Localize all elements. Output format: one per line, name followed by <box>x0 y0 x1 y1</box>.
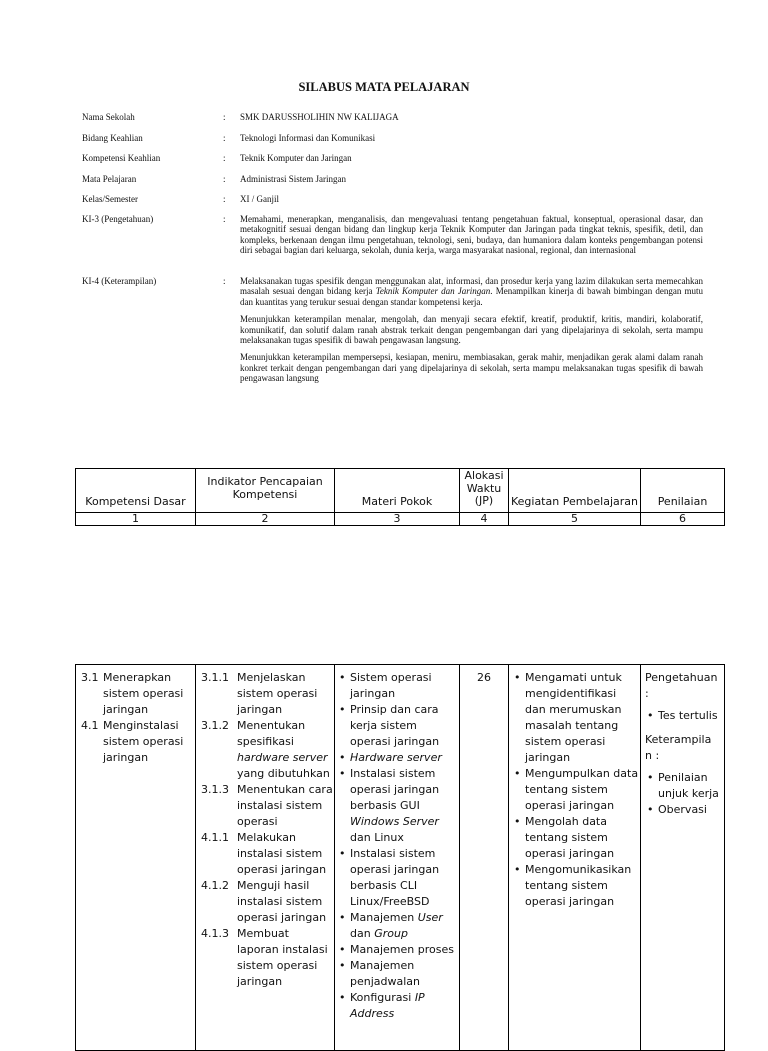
list-item: • Instalasi sistem operasi jaringan berbasis CLI Linux/FreeBSD <box>339 847 440 908</box>
list-item: • Prinsip dan cara kerja sistem operasi jaringan <box>339 703 440 748</box>
list-item: • Hardware server <box>339 751 442 764</box>
list-item: • Mengolah data tentang sistem operasi jaringan <box>514 815 615 860</box>
bullet-icon: • <box>339 991 346 1004</box>
column-header: Penilaian <box>641 469 725 513</box>
list-item: • Manajemen penjadwalan <box>339 959 421 988</box>
ki4-paragraph-2: Menunjukkan keterampilan menalar, mengolah, dan menyaji secara efektif, kreatif, produktif, kritis, mandiri, kolaboratif, komunikatif, dan solutif dalam ranah abstrak terkait dengan pengembangan dari yang dipelajarinya di sekolah, serta mampu melaksanakan tugas spesifik di bawah pengawasan langsung. <box>240 314 703 346</box>
bullet-icon: • <box>339 911 346 924</box>
bullet-icon: • <box>339 959 346 972</box>
info-value: Teknologi Informasi dan Komunikasi <box>240 133 376 143</box>
penilaian-cell <box>641 665 725 1051</box>
list-item: • Mengamati untuk mengidentifikasi dan merumuskan masalah tentang sistem operasi jaringan <box>514 671 622 764</box>
colon: : <box>223 276 226 286</box>
list-item: • Sistem operasi jaringan <box>339 671 432 700</box>
table-row <box>76 665 725 1051</box>
bullet-icon: • <box>339 671 346 684</box>
indicator-item: 4.1.1 Melakukan instalasi sistem operasi jaringan <box>201 831 327 876</box>
bullet-icon: • <box>514 815 521 828</box>
column-number-row <box>76 513 725 526</box>
ki4-paragraph-1: Melaksanakan tugas spesifik dengan menggunakan alat, informasi, dan prosedur kerja yang lazim dilakukan serta memecahkan masalah sesuai dengan bidang kerja Teknik Komputer dan Jaringan. Menampilkan kinerja di bawah bimbingan dengan mutu dan kuantitas yang terukur sesuai dengan standar kompetensi kerja. <box>240 276 704 307</box>
bullet-icon: • <box>339 847 346 860</box>
column-header: Kegiatan Pembelajaran <box>509 469 641 513</box>
bullet-icon: • <box>514 863 521 876</box>
keterampilan-label: Keterampila n : <box>645 733 712 762</box>
info-value: Teknik Komputer dan Jaringan <box>240 153 352 163</box>
column-header: Materi Pokok <box>335 469 460 513</box>
kd-item: 3.1 Menerapkan sistem operasi jaringan <box>81 671 184 716</box>
colon: : <box>223 214 226 224</box>
header-row <box>76 469 725 513</box>
column-header: Alokasi Waktu (JP) <box>460 469 509 513</box>
indikator-cell <box>196 665 335 1051</box>
column-number: 3 <box>335 513 460 526</box>
indicator-item: 3.1.1 Menjelaskan sistem operasi jaringan <box>201 671 318 716</box>
colon: : <box>223 174 226 184</box>
list-item: • Mengomunikasikan tentang sistem operasi jaringan <box>514 863 632 908</box>
column-number: 4 <box>460 513 509 526</box>
info-label: Bidang Keahlian <box>82 133 143 143</box>
colon: : <box>223 194 226 204</box>
list-item: • Manajemen proses <box>339 943 454 956</box>
list-item: • Konfigurasi IP Address <box>339 991 425 1020</box>
column-header: Indikator Pencapaian Kompetensi <box>196 469 335 513</box>
colon: : <box>223 133 226 143</box>
info-label: Kompetensi Keahlian <box>82 153 161 163</box>
info-label: Mata Pelajaran <box>82 174 137 184</box>
document-title: SILABUS MATA PELAJARAN <box>298 80 470 94</box>
colon: : <box>223 153 226 163</box>
bullet-icon: • <box>339 703 346 716</box>
list-item: • Tes tertulis <box>647 709 718 722</box>
list-item: • Penilaian unjuk kerja <box>647 771 719 800</box>
column-number: 1 <box>76 513 196 526</box>
pengetahuan-label: Pengetahuan : <box>645 671 718 700</box>
column-number: 5 <box>509 513 641 526</box>
list-item: • Obervasi <box>647 803 707 816</box>
kd-item: 4.1 Menginstalasi sistem operasi jaringan <box>81 719 184 764</box>
colon: : <box>223 112 226 122</box>
bullet-icon: • <box>514 767 521 780</box>
syllabus-header-table <box>75 468 725 526</box>
bullet-icon: • <box>647 803 654 816</box>
kegiatan-pembelajaran-cell <box>509 665 641 1051</box>
ki4-paragraph-3: Menunjukkan keterampilan mempersepsi, kesiapan, meniru, membiasakan, gerak mahir, menjadikan gerak alami dalam ranah konkret terkait dengan pengembangan dari yang dipelajarinya di sekolah, serta mampu melaksanakan tugas spesifik di bawah pengawasan langsung <box>240 352 703 384</box>
bullet-icon: • <box>647 709 654 722</box>
bullet-icon: • <box>339 751 346 764</box>
ki3-label: KI-3 (Pengetahuan) <box>82 214 154 224</box>
indicator-item: 3.1.2 Menentukan spesifikasi hardware server yang dibutuhkan <box>201 719 330 780</box>
ki4-text <box>240 276 703 391</box>
bullet-icon: • <box>514 671 521 684</box>
syllabus-body-table <box>75 664 725 1051</box>
ki3-text: Memahami, menerapkan, menganalisis, dan mengevaluasi tentang pengetahuan faktual, konseptual, operasional dasar, dan metakognitif sesuai dengan bidang dan lingkup kerja Teknik Komputer dan Jaringan pada tingkat teknis, spesifik, detil, dan kompleks, berkenaan dengan ilmu pengetahuan, teknologi, seni, budaya, dan humaniora dalam konteks pengembangan potensi diri sebagai bagian dari keluarga, sekolah, dunia kerja, warga masyarakat nasional, regional, dan internasional <box>240 214 703 256</box>
indicator-item: 3.1.3 Menentukan cara instalasi sistem operasi <box>201 783 333 828</box>
column-number: 6 <box>641 513 725 526</box>
info-value: XI / Ganjil <box>240 194 279 204</box>
info-label: Kelas/Semester <box>82 194 138 204</box>
list-item: • Manajemen User dan Group <box>339 911 443 940</box>
bullet-icon: • <box>339 767 346 780</box>
materi-pokok-cell <box>335 665 460 1051</box>
kompetensi-dasar-cell <box>76 665 196 1051</box>
column-number: 2 <box>196 513 335 526</box>
info-value: Administrasi Sistem Jaringan <box>240 174 346 184</box>
list-item: • Instalasi sistem operasi jaringan berbasis GUI Windows Server dan Linux <box>339 767 440 844</box>
info-label: Nama Sekolah <box>82 112 135 122</box>
bullet-icon: • <box>647 771 654 784</box>
list-item: • Mengumpulkan data tentang sistem operasi jaringan <box>514 767 639 812</box>
info-value: SMK DARUSSHOLIHIN NW KALIJAGA <box>240 112 399 122</box>
indicator-item: 4.1.2 Menguji hasil instalasi sistem operasi jaringan <box>201 879 327 924</box>
column-header: Kompetensi Dasar <box>76 469 196 513</box>
bullet-icon: • <box>339 943 346 956</box>
ki4-label: KI-4 (Keterampilan) <box>82 276 157 286</box>
alokasi-waktu-cell: 26 <box>460 665 509 1051</box>
indicator-item: 4.1.3 Membuat laporan instalasi sistem operasi jaringan <box>201 927 328 988</box>
